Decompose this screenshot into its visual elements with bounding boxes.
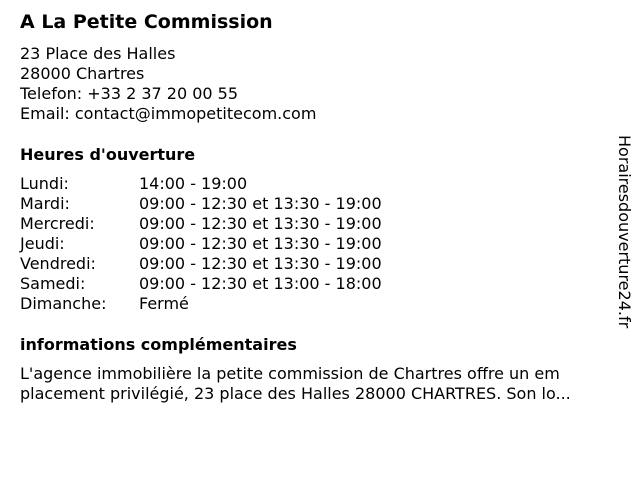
contact-block xyxy=(20,44,316,124)
time-range: 09:00 - 12:30 et 13:30 - 19:00 xyxy=(139,234,382,253)
phone-number: Telefon: +33 2 37 20 00 55 xyxy=(20,84,239,103)
day-label: Dimanche: xyxy=(20,294,107,313)
day-label: Jeudi: xyxy=(20,234,65,253)
description-line: L'agence immobilière la petite commission de Chartres offre un em xyxy=(20,364,560,383)
day-label: Vendredi: xyxy=(20,254,96,273)
time-range: 09:00 - 12:30 et 13:30 - 19:00 xyxy=(139,254,382,273)
address-street: 23 Place des Halles xyxy=(20,44,176,63)
opening-hours-heading: Heures d'ouverture xyxy=(20,145,196,164)
additional-info-heading: informations complémentaires xyxy=(20,335,297,354)
watermark-text: Horairesdouverture24.fr xyxy=(615,135,634,329)
time-range: Fermé xyxy=(139,294,189,313)
email-address: Email: contact@immopetitecom.com xyxy=(20,104,317,123)
description-line: placement privilégié, 23 place des Halles 28000 CHARTRES. Son lo... xyxy=(20,384,571,403)
time-range: 14:00 - 19:00 xyxy=(139,174,248,193)
day-label: Samedi: xyxy=(20,274,86,293)
business-name: A La Petite Commission xyxy=(20,11,273,33)
time-range: 09:00 - 12:30 et 13:30 - 19:00 xyxy=(139,194,382,213)
day-label: Mercredi: xyxy=(20,214,95,233)
day-label: Mardi: xyxy=(20,194,70,213)
additional-info-text xyxy=(20,364,620,404)
address-city: 28000 Chartres xyxy=(20,64,145,83)
time-range: 09:00 - 12:30 et 13:00 - 18:00 xyxy=(139,274,382,293)
site-watermark xyxy=(612,135,636,345)
time-range: 09:00 - 12:30 et 13:30 - 19:00 xyxy=(139,214,382,233)
day-label: Lundi: xyxy=(20,174,69,193)
